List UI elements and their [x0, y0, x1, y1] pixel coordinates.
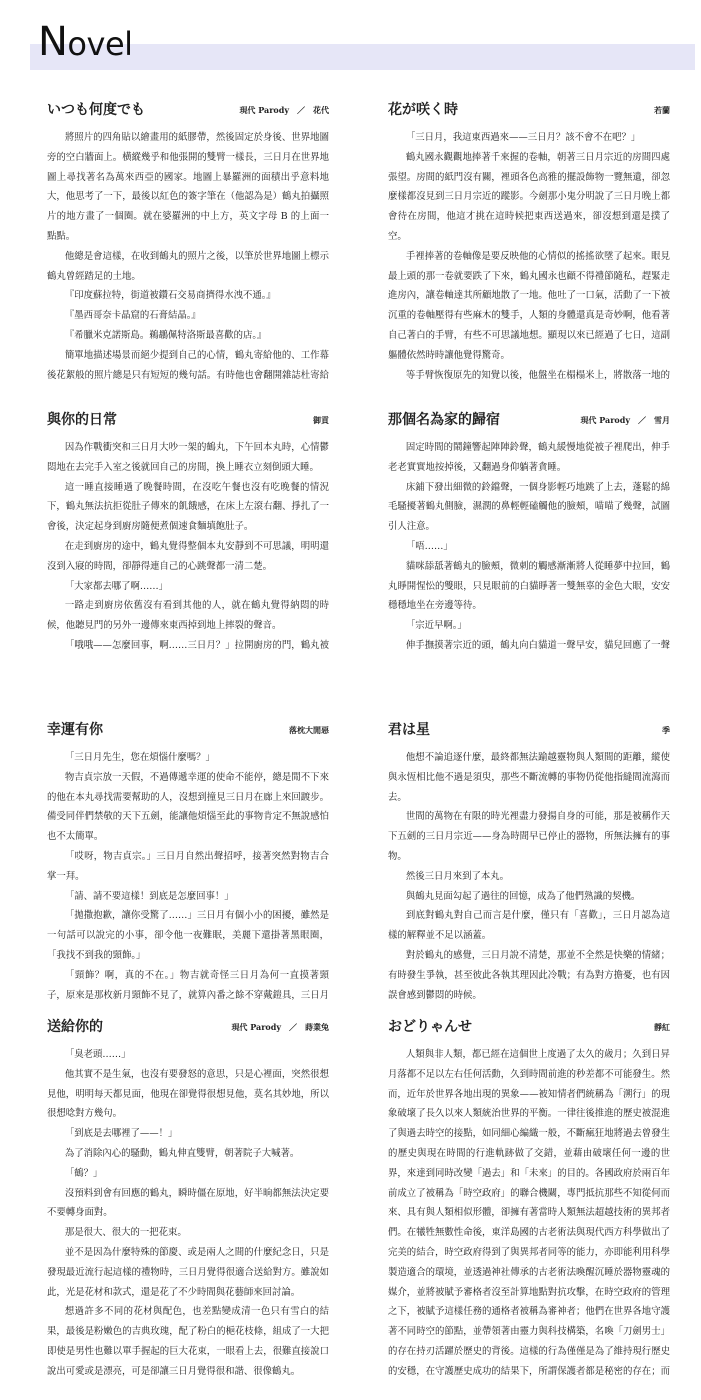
- article-paragraph: 將照片的四角貼以繪畫用的紙膠帶，然後固定於身後、世界地圖旁的空白牆面上。横縱幾乎和他張開的雙臂一樣長，三日月在世界地圖上尋找著名為萬來西亞的國家。地圖上暴羅洲的面積出乎意料地大，他思考了一下，最後以紅色的簽字筆在（他認為是）鶴丸拍攝照片的地方畫了一個圈。就在婆羅洲的中上方，英文字母 B 的上面一點點。: [47, 132, 329, 242]
- article-paragraph: 「三日月，我這東西過來——三日月？該不會不在吧？」: [405, 132, 641, 143]
- article-title: 與你的日常: [47, 412, 117, 428]
- article-meta: 落枕大閒惡: [289, 725, 329, 735]
- article-paragraph: 他想不論追逐什麼，最終都無法踰越靈物與人類間的距離，縱使與永恆相比他不過是須臾，那些不斷流轉的事物仍從他指縫間流瀉而去。: [388, 752, 670, 803]
- article-paragraph: 「請、請不要這樣！到底是怎麼回事！」: [64, 890, 234, 902]
- article-paragraph: 「哦哦——怎麼回事，啊……三日月？」拉開廚房的門，鶴丸被: [64, 639, 329, 651]
- article-gift: [47, 1015, 329, 1380]
- article-hana-ga-saku: [388, 98, 670, 384]
- article-paragraph: 這一睡直接睡過了晚餐時間，在沒吃午餐也沒有吃晚餐的情況下，鶴丸無法抗拒從肚子傳來的飢餓感，在床上左滾右翻、掙扎了一會後，決定起身到廚房隨便煮個速食麵填飽肚子。: [47, 481, 329, 533]
- article-title: 那個名為家的歸宿: [388, 412, 500, 428]
- article-paragraph: 等手臂恢復原先的知覺以後，他盤坐在榻榻米上，將散落一地的: [405, 369, 670, 381]
- article-paragraph: 「頸飾？啊，真的不在。」物吉就奇怪三日月為何一直摸著頸子，原來是那枚新月頸飾不見了，就算內番之餘不穿戴鎧具，三日月: [47, 969, 329, 1001]
- article-paragraph: 到底對鶴丸對自己而言是什麼，僅只有「喜歡」，三日月認為這樣的解釋並不足以涵蓋。: [388, 910, 670, 942]
- article-title: 君は星: [388, 722, 430, 738]
- article-paragraph: 世間的萬物在有限的時光裡盡力發揚自身的可能，那是被稱作天下五劍的三日月宗近——身為時間早已停止的器物，所無法擁有的事物。: [388, 811, 670, 862]
- article-paragraph: 『印度蘇拉特，街道被鑽石交易商擠得水洩不通。』: [64, 290, 276, 302]
- article-home: [388, 408, 670, 656]
- article-paragraph: 物吉貞宗放一天假，不過傳遞幸運的使命不能停，總是閒不下來的他在本丸尋找需要幫助的人，沒想到撞見三日月在廊上來回踱步。備受同伴們禁敬的天下五劍，能讓他煩惱至此的事物肯定不無說感怕也不太簡單。: [47, 771, 329, 843]
- article-paragraph: 那是很大、很大的一把花束。: [64, 1227, 187, 1239]
- article-paragraph: 然後三日月來到了本丸。: [405, 870, 509, 882]
- article-paragraph: 對於鶴丸的感覺，三日月說不清楚，那並不全然是快樂的情緒；有時發生爭執，甚至彼此各執其理因此冷戰；有為對方擔憂，也有因誤會感到鬱悶的時候。: [388, 949, 670, 1001]
- article-paragraph: 想過許多不同的花材與配色，也差點變成清一色只有雪白的結果，最後是粉嫩色的吉典玫瑰，配了粉白的梔花枝條，組成了一大把即使是男性也難以單手握起的巨大花束，一眼看上去，很難直接說口說出可愛或是漂亮，可是卻讓三日月覺得很和諧、很像鶴丸。: [47, 1306, 329, 1377]
- article-paragraph: 固定時間的鬧鐘響起陣陣鈴聲，鶴丸緩慢地從被子裡爬出，伸手老老實實地按掉後，又翻過身仰躺著貪睡。: [388, 442, 670, 473]
- article-paragraph: 一路走到廚房依舊沒有看到其他的人，就在鶴丸覺得納悶的時候，他聽見門的另外一邊傳來東西掉到地上摔裂的聲音。: [47, 600, 329, 632]
- article-paragraph: 鶴丸國永觀觀地捧著千來握的卷軸，朝著三日月宗近的房間四處張望。房間的紙門沒有關，裡頭各色高雅的擺設飾物一覽無遺，卻忽麼樣都沒見到三日月宗近的蹤影。今劍那小鬼分明說了三日月晚上都會待在房間，他這才挑在這時候把東西送過來，卻沒想到還是撲了空。: [388, 151, 670, 242]
- article-title: 花が咲く時: [388, 102, 458, 118]
- article-meta: 靜紅: [654, 1022, 670, 1032]
- article-lucky: [47, 718, 329, 1004]
- article-meta: 季: [662, 725, 670, 735]
- article-body: [47, 1045, 329, 1380]
- article-paragraph: 床鋪下發出細微的鈴鐺聲，一個身影輕巧地跳了上去，蓬鬆的綿毛騷擾著鶴丸側臉，濕潤的鼻輕輕磕觸他的臉頰，喵喵了幾聲，試圖引人注意。: [388, 481, 670, 533]
- article-body: [388, 1045, 670, 1380]
- article-paragraph: 人類與非人類，都已經在這個世上度過了太久的歲月；久到日昇月落都不足以左右任何活動，久到時間前進的秒差都不可能發生。然而，近年於世界各地出現的異象——被知情者們統稱為「溯行」的現象破壞了長久以來人類統治世界的平衡。一律往後推進的歷史被混進了與過去時空的接點，如同細心編織一般，不斷瘋狂地將過去曾發生的歷史與現在時間的行進軌跡做了交錯，並藉由破壞任何一邊的世界，來達到同時改變「過去」和「未來」的目的。各國政府於兩百年前成立了被稱為「時空政府」的聯合機關，專門抵抗那些不知從何而來、具有與人類相似形體，卻擁有著當時人類無法超越技術的異邦者們。在犧牲無數性命後，東洋島國的古老術法與現代西方科學做出了完美的結合，時空政府得到了與異邦者同等的能力，亦即能利用科學製造適合的環境，並透過神社傳承的古老術法喚醒沉睡於器物靈魂的媒介，並將被賦予審格者沒至計算地點對抗攻擊，在時空政府的管理之下，被賦予這樣任務的通格者被稱為審神者；他們在世界各地守護著不同時空的節點，並帶領著由靈力與科技構築，名喚「刀劍男士」的存在持刃活躍於歷史的背後。這樣的行為僅僅是為了維持現行歷史的安穩，在守護歷史成功的結果下，所謂保護者都是秘密的存在；而: [388, 1049, 670, 1377]
- article-paragraph: 「三日月先生，您在煩惱什麼嗎？」: [64, 752, 215, 763]
- article-body: [47, 748, 329, 1004]
- article-meta: 若蘭: [654, 105, 670, 115]
- article-title: 幸運有你: [47, 722, 103, 738]
- article-body: [388, 128, 670, 384]
- article-paragraph: 貓咪舔舐著鶴丸的臉頰，微刺的觸感漸漸將人從睡夢中拉回，鶴丸睜開惺忪的雙眼，只見眼前的白貓睜著一雙無辜的金色大眼，安安穩穩地坐在旁邊等待。: [388, 560, 670, 612]
- article-paragraph: 「哎呀，物吉貞宗。」三日月自然出聲招呼，接著突然對物吉合掌一拜。: [47, 850, 329, 882]
- article-title: いつも何度でも: [47, 102, 145, 118]
- page-header: [0, 0, 701, 75]
- article-paragraph: 簡單地描述場景而絕少提到自己的心情，鶴丸寄給他的、工作幕後花絮般的照片總是只有短短的幾句話。有時他也會翻開雜誌杜寄給: [47, 349, 329, 381]
- article-paragraph: 「唔……」: [405, 540, 453, 552]
- article-paragraph: 與鶴丸見面勾起了過往的回憶，成為了他們熟識的契機。: [405, 890, 641, 902]
- article-paragraph: 「鶴？」: [64, 1167, 103, 1179]
- article-paragraph: 「大家都去哪了啊……」: [64, 580, 168, 592]
- article-paragraph: 他其實不是生氣，也沒有要發怒的意思，只是心裡面，突然很想見他，明明每天都見面，他現在卻覺得很想見他，莫名其妙地，所以很想唸對方幾句。: [47, 1068, 329, 1120]
- article-paragraph: 「宗近早啊。」: [405, 620, 467, 632]
- article-meta: 現代 Parody ／ 花代: [239, 105, 329, 115]
- article-paragraph: 「拋撒抱歉，讓你受驚了……」三日月有個小小的困擾，雖然是一句話可以說完的小事，卻令他一夜難眠，美麗下還掛著黑眼圈，「我找不到我的頸飾。」: [47, 910, 329, 961]
- article-paragraph: 『墨西哥奈卡晶窟的石膏結晶。』: [64, 310, 201, 322]
- article-paragraph: 為了消除內心的騷動，鶴丸伸直雙臂，朝著院子大喊著。: [64, 1147, 300, 1159]
- article-paragraph: 伸手撫摸著宗近的頭，鶴丸向白貓道一聲早安，貓兒回應了一聲: [405, 639, 670, 651]
- article-paragraph: 『希臘米克諾斯島。鵜鶘佩特洛斯最喜歡的店。』: [64, 329, 267, 341]
- article-paragraph: 手裡捧著的卷軸像是要反映他的心情似的搖搖欲墜了起來。眼見最上頭的那一卷就要跌了下來，鶴丸國永也顧不得禮節隨私，趕緊走進房內，讓卷軸達其所顧地散了一地。他吐了一口氣，活動了一下被沉重的卷軸壓得有些麻木的雙手，人類的身體還真是奇妙啊，他看著自己著白的手臂，有些不可思議地想。顯現以來已經過了七日，這副軀體依然時時讓他覺得驚奇。: [388, 250, 670, 361]
- article-paragraph: 「臭老頭……」: [64, 1049, 131, 1060]
- article-paragraph: 他總是會這樣，在收到鶴丸的照片之後，以筆於世界地圖上標示鶴丸曾經踏足的土地。: [47, 250, 329, 282]
- article-body: [47, 438, 329, 656]
- article-body: [388, 438, 670, 656]
- article-title: 送給你的: [47, 1019, 103, 1035]
- article-paragraph: 在走到廚房的途中，鶴丸覺得整個本丸安靜到不可思議，明明還沒到入寢的時間，卻靜得連自己的心跳聲都一清二楚。: [47, 540, 329, 572]
- article-paragraph: 因為作戰衝突和三日月大吵一架的鶴丸，下午回本丸時，心情鬱悶地在去完手入室之後就回自己的房間，換上睡衣立刻倒頭大睡。: [47, 442, 329, 473]
- article-body: [388, 748, 670, 1004]
- article-body: [47, 128, 329, 384]
- article-meta: 現代 Parody ／ 蒔業兔: [231, 1022, 329, 1032]
- article-meta: 御貢: [313, 415, 329, 425]
- article-meta: 現代 Parody ／ 雪月: [580, 415, 670, 425]
- article-odoryanse: [388, 1015, 670, 1380]
- section-title: Novel: [38, 19, 133, 65]
- article-daily-life: [47, 408, 329, 656]
- article-paragraph: 「到底是去哪裡了——！」: [64, 1128, 178, 1140]
- article-title: おどりゃんせ: [388, 1019, 472, 1035]
- article-paragraph: 並不是因為什麼特殊的節慶、或是兩人之間的什麼紀念日，只是發現最近流行起這樣的禮物時，三日月覺得很適合送給對方。雖說如此，光是花材和款式，還是花了不少時間與花藝師來回討論。: [47, 1246, 329, 1298]
- article-paragraph: 沒預料到會有回應的鶴丸，瞬時僵在原地，好半晌都無法決定要不要轉身面對。: [47, 1187, 329, 1219]
- article-kimi-wa-hoshi: [388, 718, 670, 1004]
- article-itsumo: [47, 98, 329, 384]
